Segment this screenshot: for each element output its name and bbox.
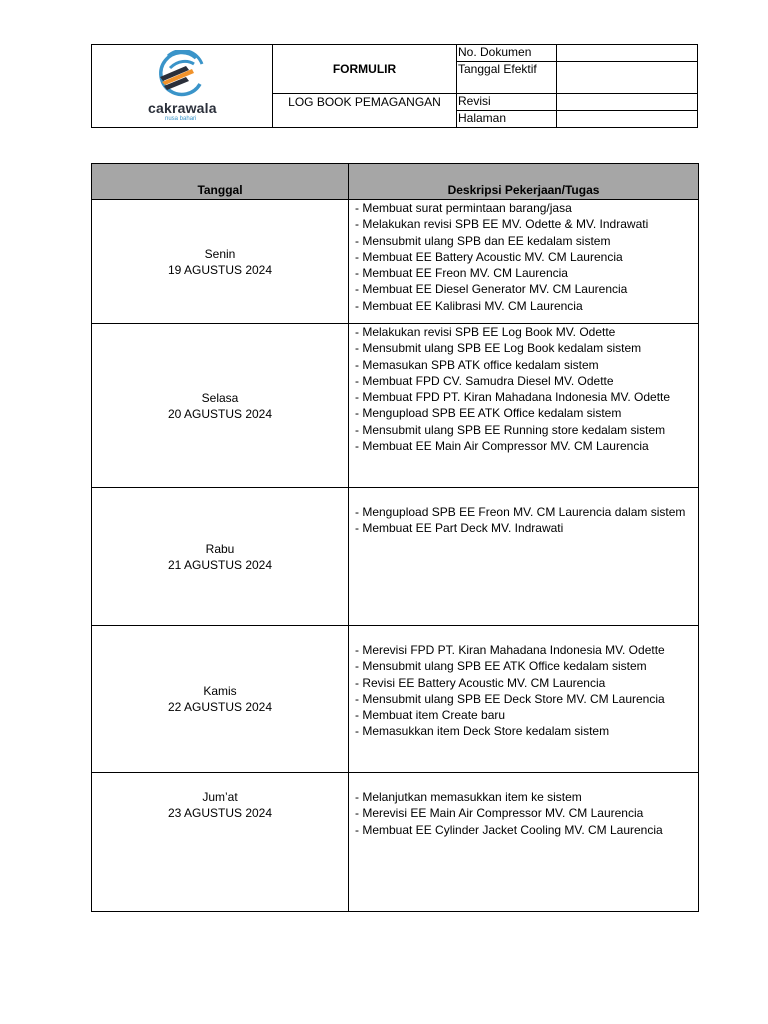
meta-label: Halaman: [457, 111, 557, 127]
task-cell: [349, 626, 699, 773]
meta-row: [457, 45, 697, 62]
task-item: - Memasukan SPB ATK office kedalam sistem: [355, 357, 599, 372]
date-cell: [92, 626, 349, 773]
task-item: - Mensubmit ulang SPB EE Running store kedalam sistem: [355, 422, 666, 437]
day-label: Rabu: [205, 541, 235, 556]
logo-wordmark: cakrawala: [148, 100, 217, 116]
task-cell: [349, 773, 699, 912]
date-label: 23 AGUSTUS 2024: [167, 806, 273, 820]
table-row: [92, 773, 699, 912]
task-item: - Merevisi FPD PT. Kiran Mahadana Indonesia MV. Odette: [355, 643, 665, 657]
task-item: - Melanjutkan memasukkan item ke sistem: [355, 790, 582, 804]
task-cell: [349, 488, 699, 626]
date-label: 21 AGUSTUS 2024: [167, 557, 273, 572]
task-item: - Melakukan revisi SPB EE Log Book MV. Odette: [355, 325, 616, 339]
task-item: - Membuat surat permintaan barang/jasa: [355, 201, 572, 215]
task-item: - Revisi EE Battery Acoustic MV. CM Laurencia: [355, 675, 606, 690]
form-title: LOG BOOK PEMAGANGAN: [273, 94, 457, 127]
table-row: [92, 626, 699, 773]
meta-row: [457, 94, 697, 111]
task-item: - Membuat EE Kalibrasi MV. CM Laurencia: [355, 298, 583, 313]
table-row: [92, 324, 699, 488]
table-header-row: [92, 164, 699, 200]
day-label: Jum’at: [202, 790, 238, 804]
task-item: - Membuat EE Part Deck MV. Indrawati: [355, 521, 564, 536]
task-item: - Membuat FPD PT. Kiran Mahadana Indonesia MV. Odette: [355, 390, 671, 405]
task-item: - Mensubmit ulang SPB dan EE kedalam sistem: [355, 233, 611, 248]
date-label: 19 AGUSTUS 2024: [167, 262, 273, 277]
meta-row: [457, 111, 697, 127]
logbook-table: [91, 163, 699, 912]
meta-label: Revisi: [457, 94, 557, 110]
form-type: FORMULIR: [273, 45, 457, 94]
column-header-date: Tanggal: [92, 164, 349, 200]
date-cell: [92, 200, 349, 324]
logo-tagline: nusa bahari: [165, 116, 197, 122]
document-header: [91, 44, 698, 128]
meta-label: No. Dokumen: [457, 45, 557, 61]
task-cell: [349, 200, 699, 324]
day-label: Selasa: [201, 390, 239, 405]
task-item: - Membuat EE Cylinder Jacket Cooling MV. CM Laurencia: [355, 822, 663, 837]
cakrawala-logo-icon: [156, 50, 208, 98]
day-label: Senin: [204, 246, 236, 261]
meta-label: Tanggal Efektif: [457, 62, 557, 93]
logo-cell: [92, 45, 273, 127]
day-label: Kamis: [203, 684, 237, 698]
table-row: [92, 200, 699, 324]
task-item: - Membuat EE Battery Acoustic MV. CM Laurencia: [355, 249, 623, 264]
task-item: - Membuat FPD CV. Samudra Diesel MV. Odette: [355, 373, 614, 388]
task-item: - Memasukkan item Deck Store kedalam sistem: [355, 724, 610, 739]
task-item: - Membuat EE Main Air Compressor MV. CM Laurencia: [355, 439, 649, 454]
task-item: - Merevisi EE Main Air Compressor MV. CM Laurencia: [355, 806, 644, 821]
task-item: - Mengupload SPB EE Freon MV. CM Laurencia dalam sistem: [355, 505, 686, 519]
meta-row: [457, 62, 697, 94]
date-label: 22 AGUSTUS 2024: [167, 700, 273, 714]
task-item: - Melakukan revisi SPB EE MV. Odette & MV. Indrawati: [355, 217, 649, 232]
table-row: [92, 488, 699, 626]
date-cell: [92, 324, 349, 488]
date-label: 20 AGUSTUS 2024: [167, 406, 273, 421]
task-item: - Membuat item Create baru: [355, 708, 506, 723]
column-header-description: Deskripsi Pekerjaan/Tugas: [349, 164, 699, 200]
date-cell: [92, 488, 349, 626]
task-cell: [349, 324, 699, 488]
task-item: - Membuat EE Freon MV. CM Laurencia: [355, 266, 568, 281]
task-item: - Mensubmit ulang SPB EE Deck Store MV. CM Laurencia: [355, 691, 665, 706]
date-cell: [92, 773, 349, 912]
task-item: - Membuat EE Diesel Generator MV. CM Laurencia: [355, 282, 628, 297]
task-item: - Mensubmit ulang SPB EE ATK Office kedalam sistem: [355, 659, 647, 674]
task-item: - Mensubmit ulang SPB EE Log Book kedalam sistem: [355, 341, 642, 356]
task-item: - Mengupload SPB EE ATK Office kedalam sistem: [355, 406, 622, 421]
